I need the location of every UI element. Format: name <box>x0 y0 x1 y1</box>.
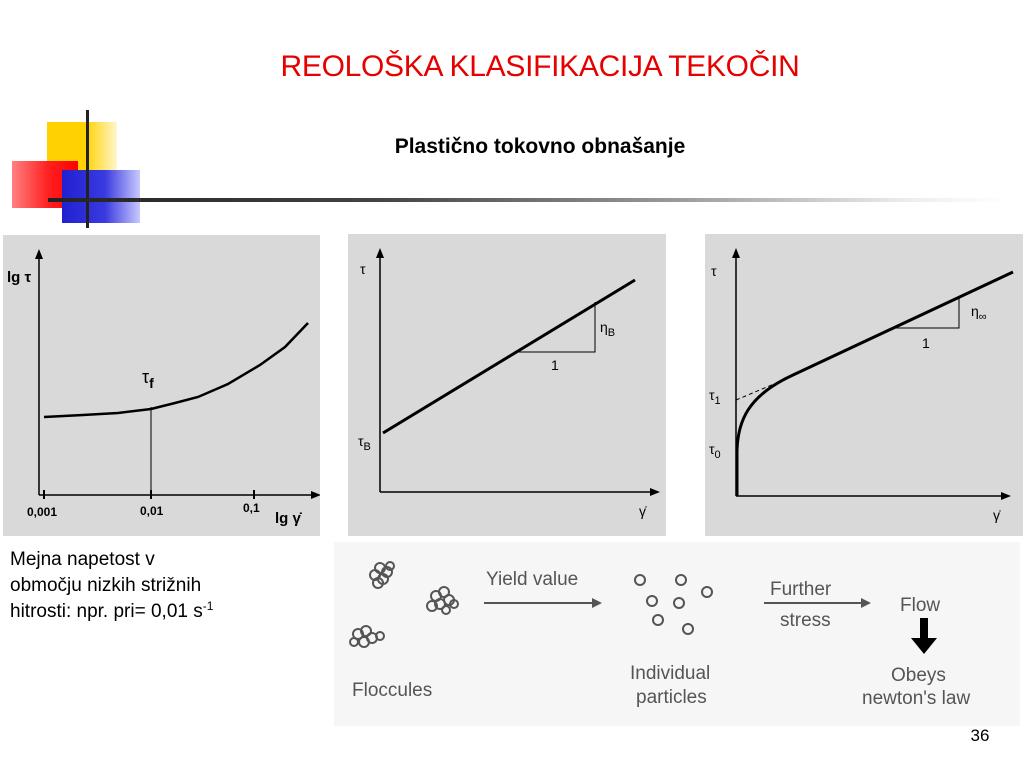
run-label: 1 <box>922 335 930 351</box>
obeys-label: Obeys <box>891 665 946 686</box>
further-label: Further <box>770 579 832 600</box>
x-axis-arrow <box>311 491 320 499</box>
caption-text <box>10 547 330 625</box>
tick-label-001: 0,01 <box>140 504 164 518</box>
x-axis-label: γ̇ <box>639 503 646 519</box>
chart-log-shear <box>3 235 320 536</box>
x-axis-label: lg γ̇ <box>275 510 301 527</box>
individual-label: Individual <box>630 663 711 684</box>
y-axis-label: τ <box>711 263 717 279</box>
x-axis-label: γ̇ <box>993 507 1000 523</box>
tick-label-0001: 0,001 <box>27 505 58 519</box>
tick-label-01: 0,1 <box>243 501 260 515</box>
run-label: 1 <box>551 357 559 373</box>
y-axis-arrow <box>732 248 740 258</box>
chart-bingham <box>348 234 666 536</box>
floccule-cluster-2 <box>427 587 458 614</box>
flow-curve <box>44 323 308 417</box>
particles-label: particles <box>636 687 707 708</box>
tau1-label: $\tau_1$ <box>709 387 721 407</box>
floccule-cluster-1 <box>370 562 394 588</box>
y-axis-label: τ <box>360 261 366 277</box>
chart-casson <box>705 234 1023 536</box>
stress-label: stress <box>780 610 831 631</box>
header-divider <box>48 198 1008 202</box>
down-arrow-head <box>911 638 937 654</box>
slide-subtitle: Plastično tokovno obnašanje <box>394 135 686 158</box>
bingham-line <box>383 280 635 433</box>
logo-vertical-line <box>86 110 89 228</box>
page-number: 36 <box>970 726 990 745</box>
yield-value-label: Yield value <box>486 569 579 590</box>
slope-label: $\eta_\infty$ <box>971 303 987 323</box>
blue-square <box>62 170 140 223</box>
y-axis-arrow <box>35 249 43 259</box>
individual-particles <box>635 575 712 634</box>
slide-title: REOLOŠKA KLASIFIKACIJA TEKOČIN <box>280 50 800 83</box>
down-arrow-shaft <box>920 618 928 640</box>
caption-line-3: hitrosti: npr. pri= 0,01 $s^{-1}$ <box>10 599 214 622</box>
x-axis-arrow <box>650 488 660 496</box>
intercept-label: $\tau_B$ <box>358 433 371 453</box>
y-axis-arrow <box>376 248 384 258</box>
floccule-diagram <box>334 542 1020 726</box>
floccules-label: Floccules <box>352 680 433 701</box>
caption-line-1: Mejna napetost v <box>10 549 155 570</box>
slope-label: $\eta_B$ <box>600 319 616 339</box>
newtons-law-label: newton's law <box>862 688 971 709</box>
tau0-label: $\tau_0$ <box>709 441 721 461</box>
x-axis-arrow <box>1001 492 1011 500</box>
yield-arrowhead <box>592 598 602 608</box>
floccule-cluster-3 <box>350 626 384 647</box>
stress-arrowhead <box>861 598 871 608</box>
caption-line-2: območju nizkih strižnih <box>10 575 202 596</box>
y-axis-label: lg τ <box>7 269 32 286</box>
yield-stress-label: $\tau_f$ <box>142 367 154 391</box>
flow-label: Flow <box>900 595 941 616</box>
